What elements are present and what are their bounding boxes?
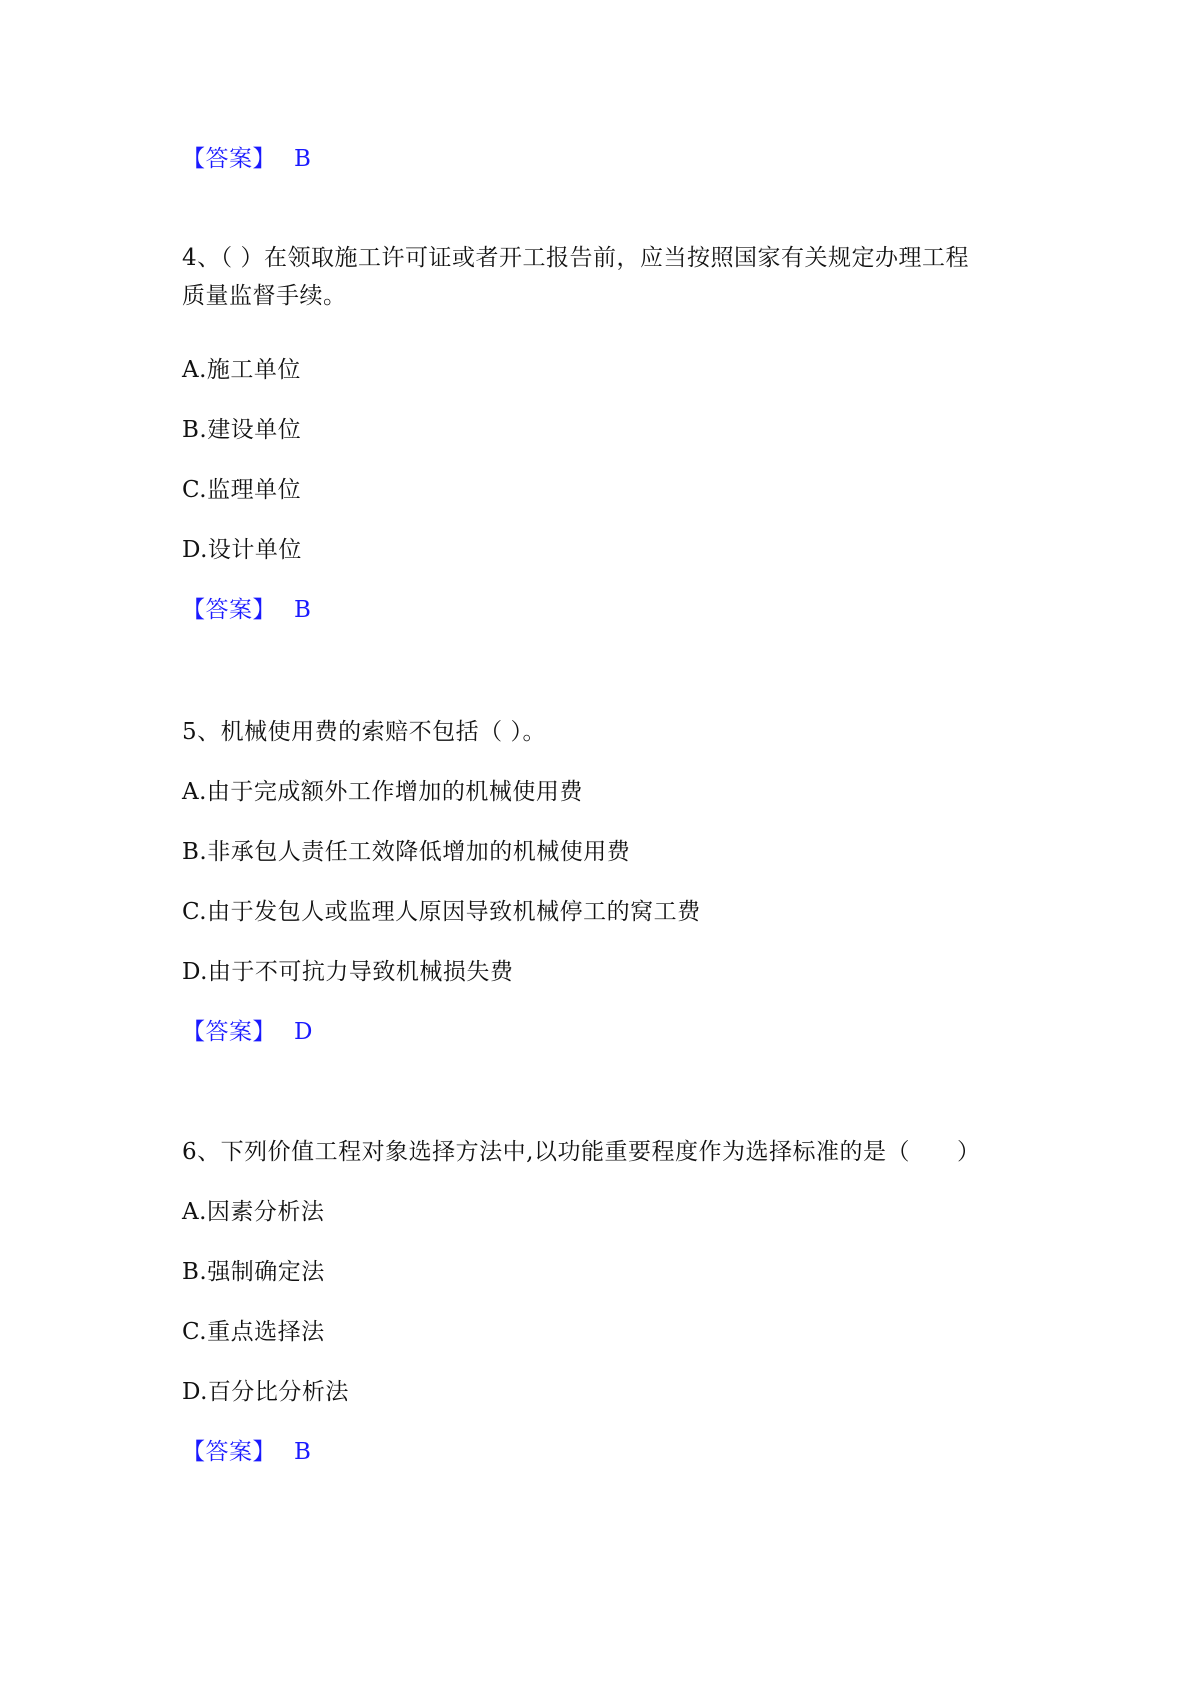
answer-value: B [294, 146, 312, 172]
question-4-text-line2: 质量监督手续。 [182, 283, 347, 309]
question-6-option-b: B.强制确定法 [182, 1259, 325, 1285]
answer-line-q4 [182, 594, 311, 626]
question-6-option-a: A.因素分析法 [182, 1199, 325, 1225]
question-4-option-d: D.设计单位 [182, 537, 302, 563]
question-5-option-a: A.由于完成额外工作增加的机械使用费 [182, 779, 583, 805]
question-5-text: 5、机械使用费的索赔不包括（ ）。 [182, 719, 546, 745]
answer-value: B [294, 597, 312, 623]
answer-label: 【答案】 [182, 1439, 276, 1465]
answer-line-q3 [182, 143, 311, 175]
question-4-option-c: C.监理单位 [182, 477, 302, 503]
question-5-option-b: B.非承包人责任工效降低增加的机械使用费 [182, 839, 631, 865]
answer-label: 【答案】 [182, 1019, 276, 1045]
answer-label: 【答案】 [182, 146, 276, 172]
question-6-text: 6、下列价值工程对象选择方法中,以功能重要程度作为选择标准的是（ ） [182, 1139, 981, 1165]
answer-value: D [294, 1019, 313, 1045]
question-6-option-c: C.重点选择法 [182, 1319, 325, 1345]
answer-label: 【答案】 [182, 597, 276, 623]
question-4-option-a: A.施工单位 [182, 357, 301, 383]
answer-line-q6 [182, 1436, 311, 1468]
question-6-option-d: D.百分比分析法 [182, 1379, 349, 1405]
answer-value: B [294, 1439, 312, 1465]
question-5-option-c: C.由于发包人或监理人原因导致机械停工的窝工费 [182, 899, 701, 925]
question-5-option-d: D.由于不可抗力导致机械损失费 [182, 959, 514, 985]
question-4-option-b: B.建设单位 [182, 417, 302, 443]
answer-line-q5 [182, 1016, 313, 1048]
question-4-text-line1: 4、（ ）在领取施工许可证或者开工报告前，应当按照国家有关规定办理工程 [182, 245, 969, 271]
